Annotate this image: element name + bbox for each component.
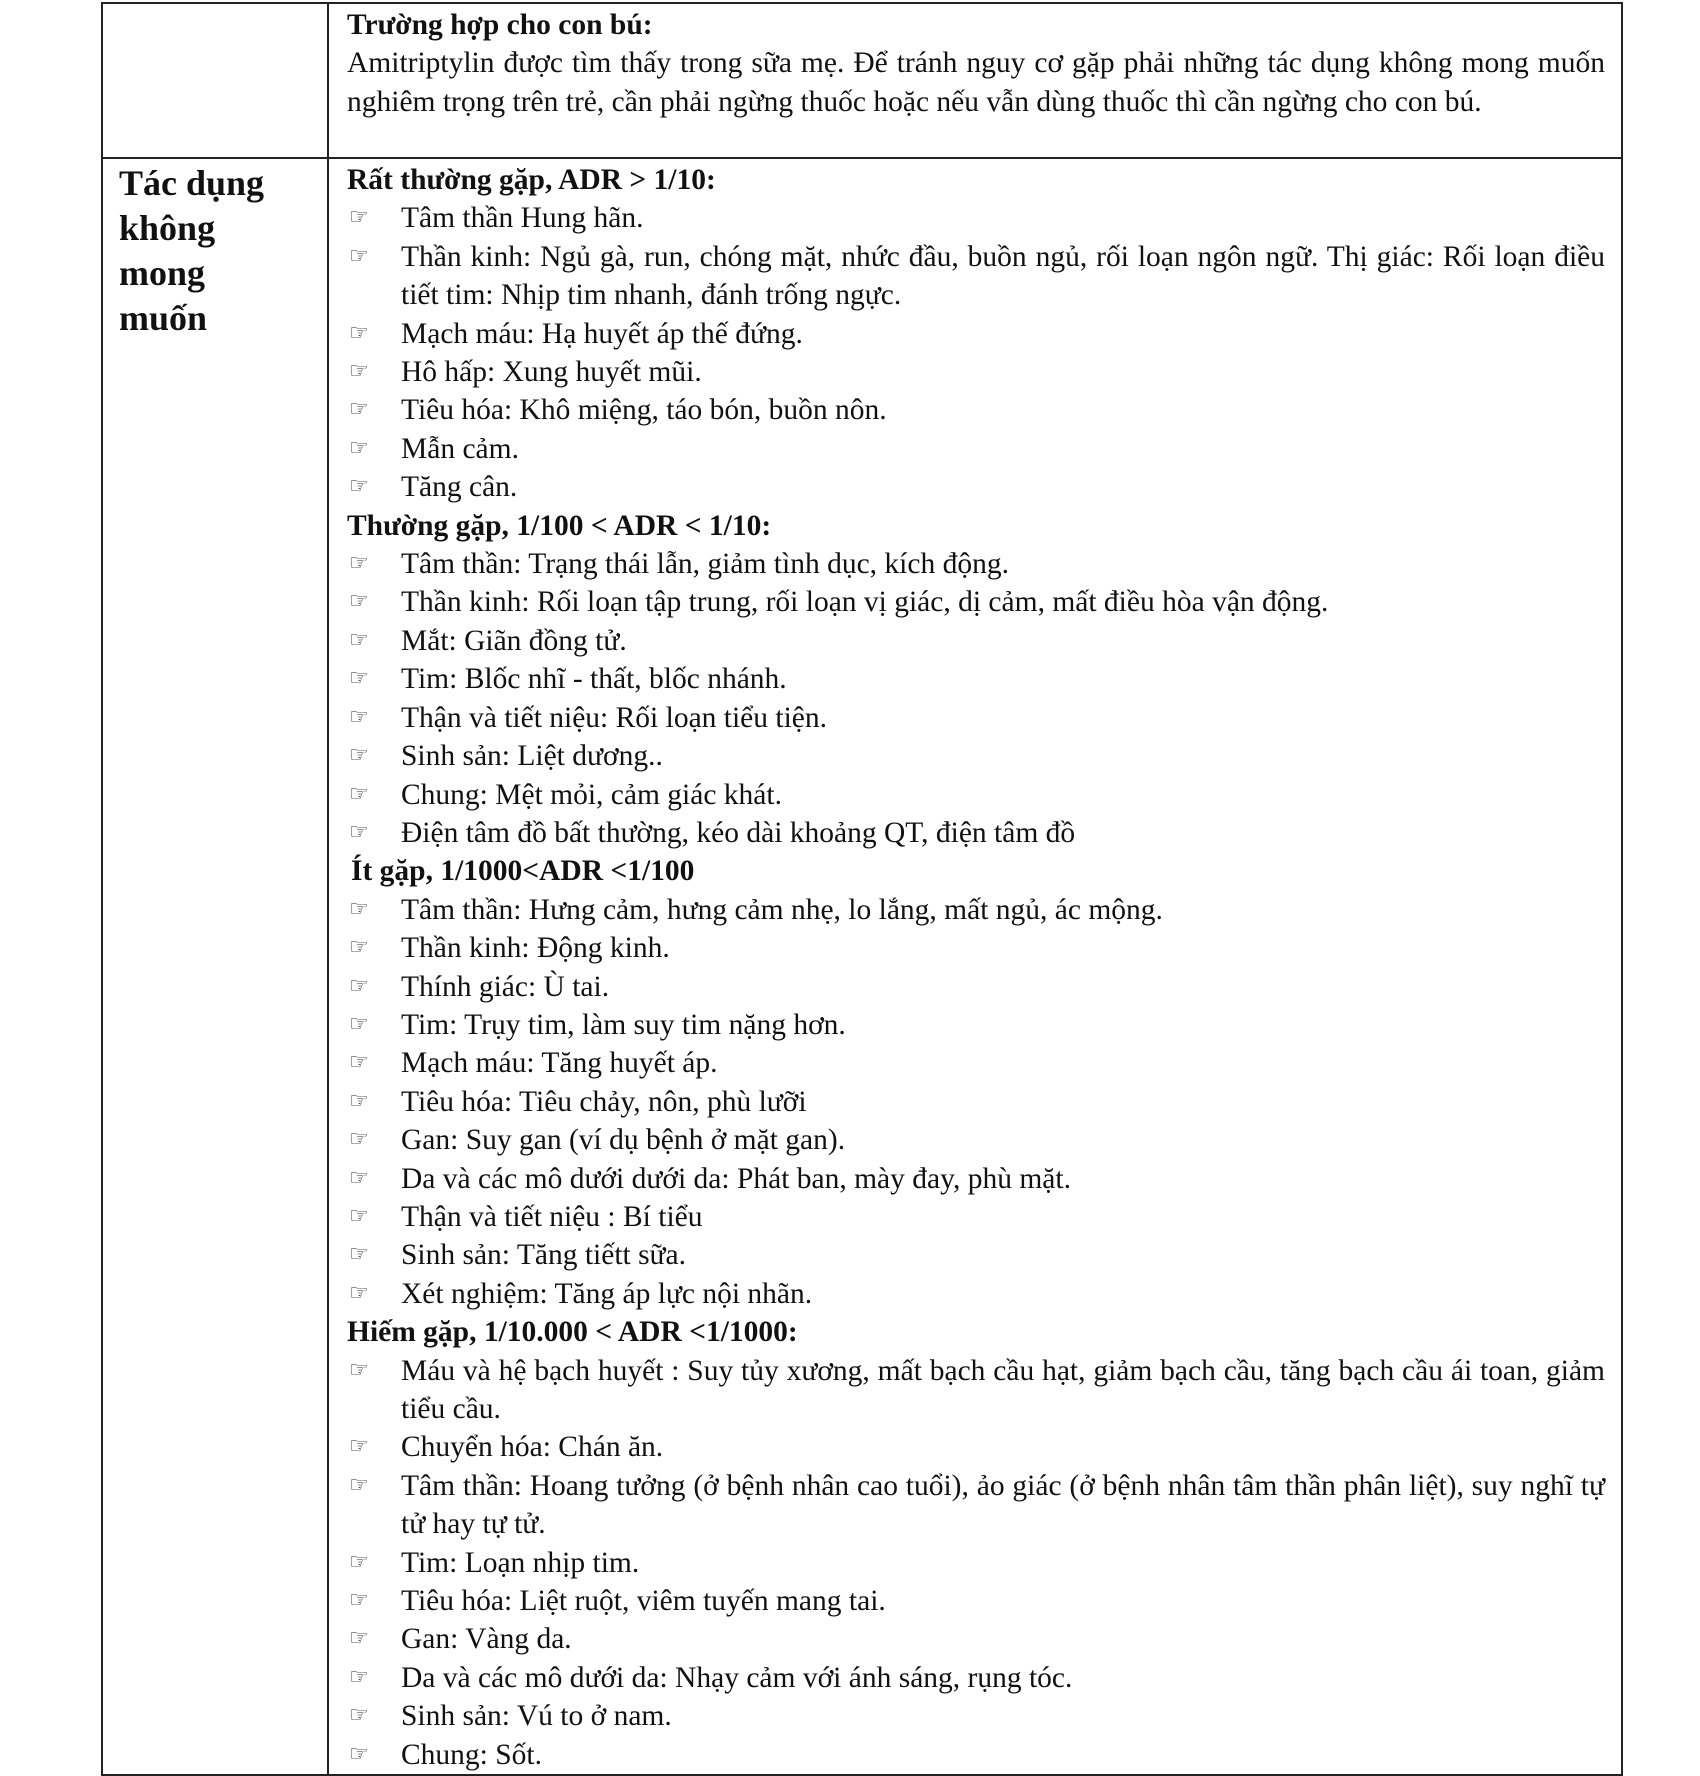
pointing-hand-icon: ☞	[349, 1472, 369, 1498]
list-item-text: Tiêu hóa: Liệt ruột, viêm tuyến mang tai.	[401, 1585, 886, 1618]
pointing-hand-icon: ☞	[349, 704, 369, 730]
list-item	[347, 1620, 1605, 1658]
list-item-text: Chung: Mệt mỏi, cảm giác khát.	[401, 778, 782, 811]
list-item-text: Gan: Vàng da.	[401, 1623, 572, 1656]
frequency-section	[347, 161, 1605, 507]
pointing-hand-icon: ☞	[349, 1203, 369, 1229]
list-item	[347, 776, 1605, 814]
pointing-hand-icon: ☞	[349, 627, 369, 653]
list-item	[347, 929, 1605, 967]
list-item-text: Thính giác: Ù tai.	[401, 970, 610, 1003]
list-item-text: Da và các mô dưới dưới da: Phát ban, mày đay, phù mặt.	[401, 1162, 1071, 1195]
breastfeeding-cell	[328, 3, 1622, 158]
list-item	[347, 1083, 1605, 1121]
list-item-text: Thần kinh: Rối loạn tập trung, rối loạn vị giác, dị cảm, mất điều hòa vận động.	[401, 586, 1329, 619]
side-label-line: mong	[119, 253, 206, 293]
pointing-hand-icon: ☞	[349, 397, 369, 423]
pointing-hand-icon: ☞	[349, 205, 369, 231]
pointing-hand-icon: ☞	[349, 1434, 369, 1460]
pointing-hand-icon: ☞	[349, 1127, 369, 1153]
pointing-hand-icon: ☞	[349, 1357, 369, 1383]
list-item	[347, 1467, 1605, 1544]
pointing-hand-icon: ☞	[349, 435, 369, 461]
pointing-hand-icon: ☞	[349, 1664, 369, 1690]
side-effects-label-cell	[102, 158, 328, 1775]
bullet-list	[347, 891, 1605, 1313]
list-item	[347, 814, 1605, 852]
frequency-section	[347, 507, 1605, 853]
list-item-text: Gan: Suy gan (ví dụ bệnh ở mặt gan).	[401, 1124, 846, 1157]
list-item-text: Mạch máu: Tăng huyết áp.	[401, 1047, 718, 1080]
pointing-hand-icon: ☞	[349, 1741, 369, 1767]
list-item	[347, 1544, 1605, 1582]
pointing-hand-icon: ☞	[349, 896, 369, 922]
pointing-hand-icon: ☞	[349, 1165, 369, 1191]
list-item	[347, 1659, 1605, 1697]
section-heading: Rất thường gặp, ADR > 1/10:	[347, 164, 716, 196]
pointing-hand-icon: ☞	[349, 666, 369, 692]
empty-label-cell	[102, 3, 328, 158]
table-row	[102, 158, 1622, 1775]
list-item	[347, 1198, 1605, 1236]
list-item	[347, 1428, 1605, 1466]
side-effects-sections	[329, 159, 1621, 1774]
list-item-text: Tăng cân.	[401, 471, 518, 504]
list-item-text: Tâm thần: Hoang tưởng (ở bệnh nhân cao tuổi), ảo giác (ở bệnh nhân tâm thần phân liệt), suy nghĩ tự tử hay tự tử.	[401, 1469, 1605, 1541]
list-item	[347, 391, 1605, 429]
section-heading: Ít gặp, 1/1000<ADR <1/100	[351, 855, 695, 888]
side-label-line: muốn	[119, 298, 208, 338]
table-row	[102, 3, 1622, 158]
list-item-text: Sinh sản: Tăng tiếtt sữa.	[401, 1239, 687, 1272]
section-heading: Hiếm gặp, 1/10.000 < ADR <1/1000:	[347, 1316, 798, 1349]
pointing-hand-icon: ☞	[349, 1703, 369, 1729]
list-item-text: Xét nghiệm: Tăng áp lực nội nhãn.	[401, 1277, 813, 1310]
list-item-text: Mắt: Giãn đồng tử.	[401, 624, 627, 657]
list-item	[347, 1121, 1605, 1159]
list-item	[347, 583, 1605, 621]
pointing-hand-icon: ☞	[349, 1088, 369, 1114]
pointing-hand-icon: ☞	[349, 551, 369, 577]
pointing-hand-icon: ☞	[349, 1242, 369, 1268]
list-item	[347, 468, 1605, 506]
list-item	[347, 238, 1605, 315]
side-effects-content-cell	[328, 158, 1622, 1775]
pointing-hand-icon: ☞	[349, 743, 369, 769]
list-item	[347, 968, 1605, 1006]
pointing-hand-icon: ☞	[349, 1588, 369, 1614]
list-item	[347, 199, 1605, 237]
frequency-section	[347, 1313, 1605, 1774]
list-item-text: Sinh sản: Vú to ở nam.	[401, 1700, 672, 1733]
list-item	[347, 353, 1605, 391]
list-item-text: Chuyển hóa: Chán ăn.	[401, 1431, 664, 1464]
list-item-text: Hô hấp: Xung huyết mũi.	[401, 356, 702, 389]
list-item-text: Tiêu hóa: Tiêu chảy, nôn, phù lưỡi	[401, 1085, 807, 1118]
pointing-hand-icon: ☞	[349, 474, 369, 500]
frequency-section	[347, 852, 1605, 1313]
list-item-text: Thần kinh: Ngủ gà, run, chóng mặt, nhức đầu, buồn ngủ, rối loạn ngôn ngữ. Thị giác: Rối loạn điều tiết tim: Nhịp tim nhanh, đánh trống ngực.	[401, 240, 1605, 312]
list-item	[347, 622, 1605, 660]
list-item-text: Máu và hệ bạch huyết : Suy tủy xương, mất bạch cầu hạt, giảm bạch cầu, tăng bạch cầu ái toan, giảm tiểu cầu.	[401, 1354, 1605, 1425]
list-item-text: Tiêu hóa: Khô miệng, táo bón, buồn nôn.	[401, 394, 887, 427]
pointing-hand-icon: ☞	[349, 320, 369, 346]
section-heading: Thường gặp, 1/100 < ADR < 1/10:	[347, 509, 772, 542]
list-item	[347, 1582, 1605, 1620]
list-item	[347, 660, 1605, 698]
pointing-hand-icon: ☞	[349, 589, 369, 615]
list-item	[347, 1275, 1605, 1313]
list-item	[347, 545, 1605, 583]
pointing-hand-icon: ☞	[349, 781, 369, 807]
pointing-hand-icon: ☞	[349, 1549, 369, 1575]
pointing-hand-icon: ☞	[349, 359, 369, 385]
list-item-text: Mạch máu: Hạ huyết áp thế đứng.	[401, 317, 803, 350]
breastfeeding-heading: Trường hợp cho con bú:	[347, 9, 653, 41]
bullet-list	[347, 545, 1605, 852]
list-item	[347, 315, 1605, 353]
list-item-text: Sinh sản: Liệt dương..	[401, 740, 663, 773]
list-item	[347, 891, 1605, 929]
list-item	[347, 1044, 1605, 1082]
list-item-text: Điện tâm đồ bất thường, kéo dài khoảng QT, điện tâm đồ	[401, 816, 1076, 849]
side-label-line: không	[119, 208, 216, 248]
pointing-hand-icon: ☞	[349, 243, 369, 269]
list-item-text: Mẫn cảm.	[401, 432, 519, 465]
side-label-line: Tác dụng	[119, 163, 265, 203]
list-item-text: Thần kinh: Động kinh.	[401, 932, 670, 965]
pointing-hand-icon: ☞	[349, 1280, 369, 1306]
pointing-hand-icon: ☞	[349, 1011, 369, 1037]
pointing-hand-icon: ☞	[349, 1050, 369, 1076]
list-item-text: Tim: Trụy tim, làm suy tim nặng hơn.	[401, 1008, 846, 1041]
list-item-text: Tâm thần: Trạng thái lẫn, giảm tình dục, kích động.	[401, 548, 1009, 581]
list-item-text: Tim: Loạn nhịp tim.	[401, 1546, 640, 1579]
pointing-hand-icon: ☞	[349, 935, 369, 961]
pointing-hand-icon: ☞	[349, 1626, 369, 1652]
list-item	[347, 737, 1605, 775]
list-item-text: Tâm thần: Hưng cảm, hưng cảm nhẹ, lo lắng, mất ngủ, ác mộng.	[401, 893, 1163, 926]
list-item-text: Da và các mô dưới da: Nhạy cảm với ánh sáng, rụng tóc.	[401, 1661, 1073, 1694]
list-item	[347, 1736, 1605, 1774]
bullet-list	[347, 199, 1605, 506]
document-table	[101, 2, 1623, 1776]
list-item-text: Tim: Blốc nhĩ - thất, blốc nhánh.	[401, 663, 787, 696]
list-item	[347, 1352, 1605, 1429]
list-item	[347, 1160, 1605, 1198]
list-item-text: Thận và tiết niệu : Bí tiểu	[401, 1200, 703, 1233]
list-item-text: Thận và tiết niệu: Rối loạn tiểu tiện.	[401, 701, 828, 734]
pointing-hand-icon: ☞	[349, 819, 369, 845]
bullet-list	[347, 1352, 1605, 1774]
list-item-text: Tâm thần Hung hãn.	[401, 202, 644, 235]
list-item	[347, 1697, 1605, 1735]
list-item	[347, 430, 1605, 468]
breastfeeding-paragraph: Amitriptylin được tìm thấy trong sữa mẹ. Để tránh nguy cơ gặp phải những tác dụng không mong muốn nghiêm trọng trên trẻ, cần phải ngừng thuốc hoặc nếu vẫn dùng thuốc thì cần ngừng cho con bú.	[347, 47, 1605, 118]
list-item-text: Chung: Sốt.	[401, 1738, 542, 1771]
list-item	[347, 699, 1605, 737]
pointing-hand-icon: ☞	[349, 973, 369, 999]
side-effects-label	[103, 159, 327, 341]
list-item	[347, 1006, 1605, 1044]
list-item	[347, 1236, 1605, 1274]
